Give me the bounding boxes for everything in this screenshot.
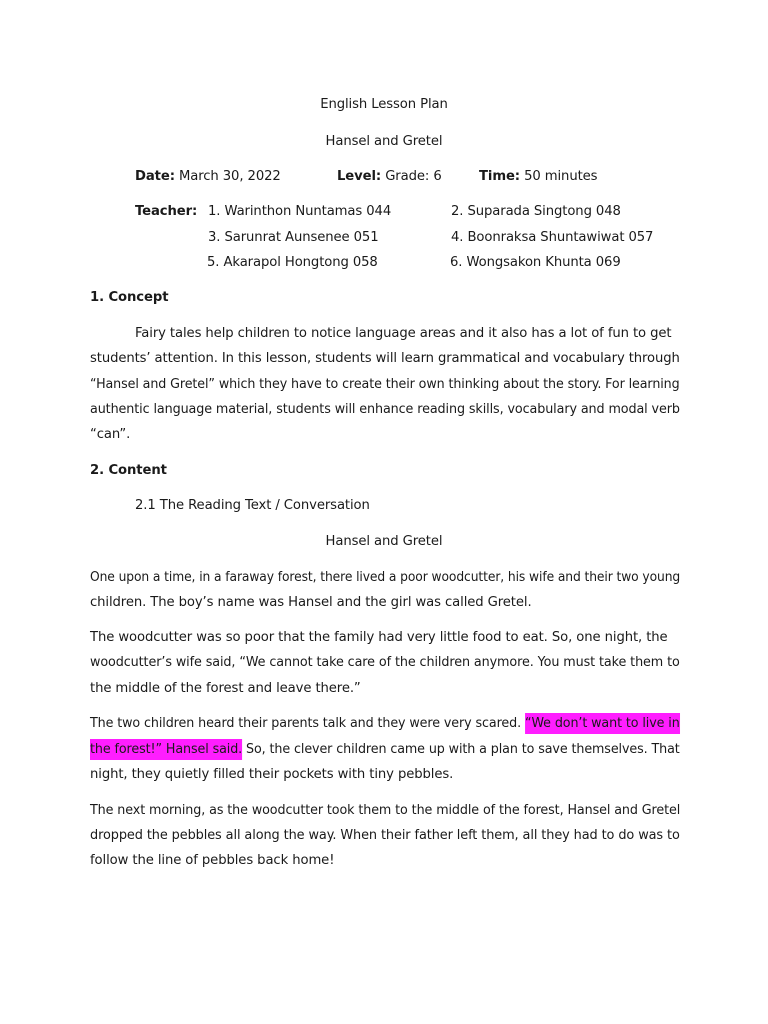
story-line: woodcutter’s wife said, “We cannot take care of the children anymore. You must take them to xyxy=(90,655,680,670)
highlighted-quote: the forest!” Hansel said. xyxy=(90,739,242,760)
story-line: follow the line of pebbles back home! xyxy=(90,853,335,868)
story-line: children. The boy’s name was Hansel and the girl was called Gretel. xyxy=(90,595,532,610)
level-label: Level: xyxy=(337,169,382,184)
story-text: The two children heard their parents talk and they were very scared. xyxy=(90,716,522,731)
teacher-item: 5. Akarapol Hongtong 058 xyxy=(207,255,378,270)
teacher-item: 3. Sarunrat Aunsenee 051 xyxy=(208,230,379,245)
concept-line: students’ attention. In this lesson, students will learn grammatical and vocabulary through xyxy=(90,351,680,366)
date-field xyxy=(135,168,281,186)
time-value: 50 minutes xyxy=(524,169,598,184)
time-label: Time: xyxy=(479,169,520,184)
date-value: March 30, 2022 xyxy=(178,169,281,184)
story-line: night, they quietly filled their pockets with tiny pebbles. xyxy=(90,767,454,782)
story-line: the middle of the forest and leave there.” xyxy=(90,681,361,696)
date-label: Date: xyxy=(135,169,175,184)
concept-line: authentic language material, students will enhance reading skills, vocabulary and modal verb xyxy=(90,402,680,417)
level-value: Grade: 6 xyxy=(385,169,442,184)
story-text: So, the clever children came up with a plan to save themselves. That xyxy=(246,742,680,757)
teacher-item: 4. Boonraksa Shuntawiwat 057 xyxy=(451,230,654,245)
story-line: dropped the pebbles all along the way. When their father left them, all they had to do was to xyxy=(90,828,680,843)
content-heading: 2. Content xyxy=(90,463,167,478)
story-line: The next morning, as the woodcutter took them to the middle of the forest, Hansel and Gretel xyxy=(90,803,681,818)
concept-heading: 1. Concept xyxy=(90,290,169,305)
teacher-item: 6. Wongsakon Khunta 069 xyxy=(450,255,621,270)
level-field xyxy=(337,168,442,186)
content-subheading: 2.1 The Reading Text / Conversation xyxy=(135,498,370,513)
teacher-item: 2. Suparada Singtong 048 xyxy=(451,204,621,219)
concept-line xyxy=(135,325,677,343)
story-line xyxy=(90,741,680,759)
time-field xyxy=(479,168,597,186)
story-line xyxy=(90,715,680,733)
story-line: The woodcutter was so poor that the family had very little food to eat. So, one night, the xyxy=(90,630,668,645)
highlighted-quote: “We don’t want to live in xyxy=(525,713,680,734)
teacher-item: 1. Warinthon Nuntamas 044 xyxy=(208,204,392,219)
document-subtitle: Hansel and Gretel xyxy=(325,134,443,149)
story-title: Hansel and Gretel xyxy=(325,534,443,549)
teacher-label: Teacher: xyxy=(135,204,198,219)
concept-line: “Hansel and Gretel” which they have to create their own thinking about the story. For learning xyxy=(90,377,680,392)
document-title: English Lesson Plan xyxy=(320,97,448,112)
story-line: One upon a time, in a faraway forest, there lived a poor woodcutter, his wife and their two young xyxy=(90,570,681,585)
concept-text: Fairy tales help children to notice language areas and it also has a lot of fun to get xyxy=(135,326,672,341)
concept-line: “can”. xyxy=(90,427,131,442)
